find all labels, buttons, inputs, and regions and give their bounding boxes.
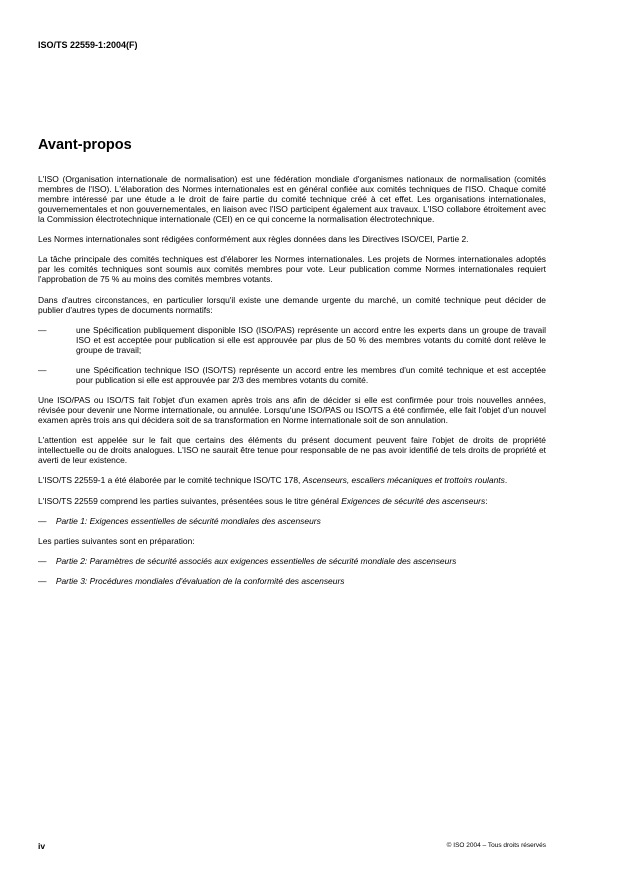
foreword-body [38,174,546,596]
committee-end: . [504,475,508,486]
list-dash: — [38,364,47,375]
paragraph-committee [38,475,546,485]
document-id-header: ISO/TS 22559-1:2004(F) [38,40,138,50]
list-dash: — [38,575,47,586]
paragraph-directives: Les Normes internationales sont rédigées conformément aux règles données dans les Directives ISO/CEI, Partie 2. [38,234,469,245]
page-number: iv [38,841,46,851]
paragraph-review: Une ISO/PAS ou ISO/TS fait l'objet d'un examen après trois ans afin de décider si elle est confirmée pour trois nouvelles années, révisée pour devenir une Norme internationale, ou annulée. Lorsqu'une ISO/PAS ou ISO/TS a été confirmée, elle fait l'objet d'un nouvel examen après trois ans qui décidera soit de sa transformation en Norme internationale soit de son annulation. [38,395,546,426]
general-title: Exigences de sécurité des ascenseurs [341,495,486,506]
copyright-notice: © ISO 2004 – Tous droits réservés [446,842,546,849]
parts-intro-text: L'ISO/TS 22559 comprend les parties suivantes, présentées sous le titre général [38,495,342,506]
list-item-iso-ts [38,365,546,385]
committee-text: L'ISO/TS 22559-1 a été élaborée par le comité technique ISO/TC 178, [38,475,303,486]
part-1-title: Partie 1: Exigences essentielles de sécurité mondiales des ascenseurs [55,515,321,526]
part-3-title: Partie 3: Procédures mondiales d'évaluation de la conformité des ascenseurs [55,575,345,586]
page-title: Avant-propos [38,137,132,153]
paragraph-in-preparation: Les parties suivantes sont en préparation: [38,535,195,546]
list-item-text: une Spécification technique ISO (ISO/TS) représente un accord entre les membres d'un comité technique et est acceptée pour publication si elle est approuvée par 2/3 des membres votants du comité. [76,364,546,385]
paragraph-iso-intro: L'ISO (Organisation internationale de normalisation) est une fédération mondiale d'organismes nationaux de normalisation (comités membres de l'ISO). L'élaboration des Normes internationales est en général confiée aux comités techniques de l'ISO. Chaque comité membre intéressé par une étude a le droit de faire partie du comité technique créé à cet effet. Les organisations internationales, gouvernementales et non gouvernementales, en liaison avec l'ISO participent également aux travaux. L'ISO collabore étroitement avec la Commission électrotechnique internationale (CEI) en ce qui concerne la normalisation électrotechnique. [38,174,546,225]
paragraph-other-documents: Dans d'autres circonstances, en particulier lorsqu'il existe une demande urgente du marché, un comité technique peut décider de publier d'autres types de documents normatifs: [38,294,546,315]
part-1-item [38,516,546,526]
committee-title: Ascenseurs, escaliers mécaniques et trottoirs roulants [302,475,505,486]
list-dash: — [38,324,47,335]
paragraph-parts-intro [38,496,546,506]
list-item-text: une Spécification publiquement disponible ISO (ISO/PAS) représente un accord entre les experts dans un groupe de travail ISO et est acceptée pour publication si elle est approuvée par plus de 50 % des membres votants du comité dont relève le groupe de travail; [76,324,546,355]
list-dash: — [38,555,47,566]
paragraph-patent-rights: L'attention est appelée sur le fait que certains des éléments du présent document peuvent faire l'objet de droits de propriété intellectuelle ou de droits analogues. L'ISO ne saurait être tenue pour responsable de ne pas avoir identifié de tels droits de propriété et averti de leur existence. [38,435,546,466]
list-item-iso-pas [38,325,546,355]
part-3-item [38,576,546,586]
parts-intro-end: : [485,495,488,506]
part-2-item [38,556,546,566]
part-2-title: Partie 2: Paramètres de sécurité associés aux exigences essentielles de sécurité mondiale des ascenseurs [55,555,457,566]
paragraph-main-task: La tâche principale des comités techniques est d'élaborer les Normes internationales. Les projets de Normes internationales adoptés par les comités techniques sont soumis aux comités membres pour vote. Leur publication comme Normes internationales requiert l'approbation de 75 % au moins des comités membres votants. [38,254,546,285]
list-dash: — [38,515,47,526]
